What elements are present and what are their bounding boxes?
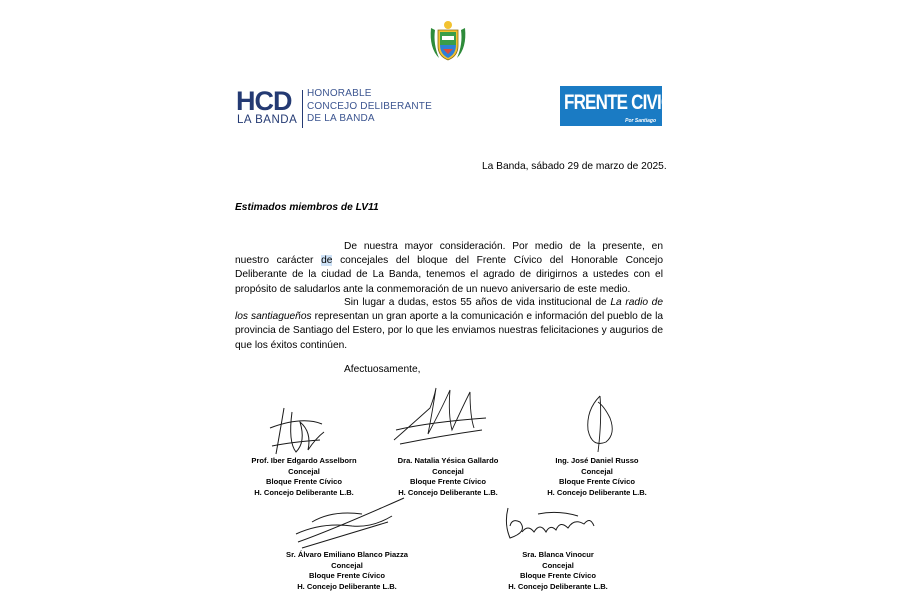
signature-2-handwritten xyxy=(390,378,490,453)
frente-civico-logo-text: FRENTE CIVICO xyxy=(564,90,685,114)
signatory-1-name: Prof. Iber Edgardo Asselborn xyxy=(251,456,357,465)
letter-paragraph-2: Sin lugar a dudas, estos 55 años de vida institucional de La radio de los santiagueños representan un gran aporte a la comunicación e información del pueblo de la provincia de Santiago del Estero, por lo que les enviamos nuestras felicitaciones y augurios de que los éxitos continúen. xyxy=(235,297,663,351)
signatory-4-council: H. Concejo Deliberante L.B. xyxy=(297,581,397,591)
signatory-2-bloc: Bloque Frente Cívico xyxy=(410,477,486,486)
frente-civico-logo-tagline: Por Santiago xyxy=(625,118,656,124)
signatory-3-role: Concejal xyxy=(581,466,613,476)
signatory-4-bloc: Bloque Frente Cívico xyxy=(309,571,385,580)
signatory-5-council: H. Concejo Deliberante L.B. xyxy=(508,581,608,591)
hcd-logo-mark: HCD xyxy=(236,86,292,116)
signatory-2-name: Dra. Natalia Yésica Gallardo xyxy=(397,456,499,465)
letter-closing: Afectuosamente, xyxy=(344,364,421,375)
signatory-1-role: Concejal xyxy=(288,466,320,476)
frente-civico-logo xyxy=(560,86,685,126)
signatory-3-council: H. Concejo Deliberante L.B. xyxy=(547,487,647,497)
signatory-4-name: Sr. Álvaro Emiliano Blanco Piazza xyxy=(286,550,408,559)
signatory-1-bloc: Bloque Frente Cívico xyxy=(266,477,342,486)
signatory-4-role: Concejal xyxy=(331,560,363,570)
signatory-3-bloc: Bloque Frente Cívico xyxy=(559,477,635,486)
signatory-4 xyxy=(272,550,422,592)
coat-of-arms-emblem xyxy=(425,18,471,64)
signatory-3 xyxy=(537,456,657,498)
hcd-logo-city: LA BANDA xyxy=(237,114,298,126)
signatory-5-name: Sra. Blanca Vinocur xyxy=(522,550,594,559)
signatory-2-role: Concejal xyxy=(432,466,464,476)
hcd-logo-divider xyxy=(302,90,303,128)
highlighted-word: de xyxy=(321,255,333,267)
signatory-5 xyxy=(498,550,618,592)
signature-4-handwritten xyxy=(292,492,412,557)
radio-slogan: La radio de los santiagueños xyxy=(235,297,663,323)
signature-3-handwritten xyxy=(580,390,620,465)
signatory-2-council: H. Concejo Deliberante L.B. xyxy=(398,487,498,497)
signatory-1-council: H. Concejo Deliberante L.B. xyxy=(254,487,354,497)
signature-5-handwritten xyxy=(498,502,598,551)
letter-paragraph-1: De nuestra mayor consideración. Por medio de la presente, en nuestro carácter de concejales del bloque del Frente Cívico del Honorable Concejo Deliberante de la ciudad de La Banda, tenemos el agrado de dirigirnos a ustedes con el propósito de saludarlos ante la conmemoración de un nuevo aniversario de este medio. xyxy=(235,241,663,295)
signatory-5-bloc: Bloque Frente Cívico xyxy=(520,571,596,580)
signatory-5-role: Concejal xyxy=(542,560,574,570)
letter-greeting: Estimados miembros de LV11 xyxy=(235,202,379,213)
letter-date-line: La Banda, sábado 29 de marzo de 2025. xyxy=(482,161,667,172)
hcd-logo-description: HONORABLE CONCEJO DELIBERANTE DE LA BANDA xyxy=(307,88,432,124)
signatory-3-name: Ing. José Daniel Russo xyxy=(555,456,639,465)
